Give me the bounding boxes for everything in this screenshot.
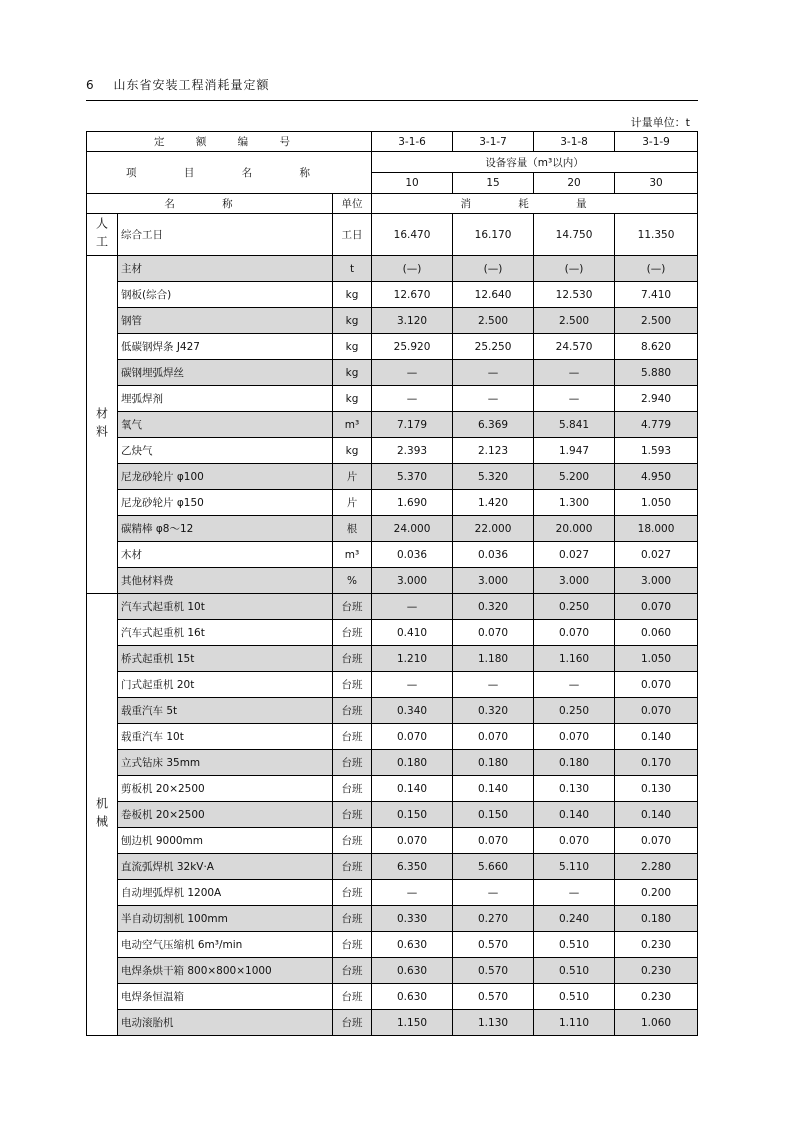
page-header: [86, 76, 269, 93]
consumption-value: 0.140: [372, 776, 453, 802]
consumption-value: 5.320: [453, 464, 534, 490]
item-unit: kg: [333, 308, 372, 334]
item-name: 立式钻床 35mm: [118, 750, 333, 776]
consumption-value: 6.369: [453, 412, 534, 438]
consumption-value: (—): [615, 256, 698, 282]
consumption-value: 25.250: [453, 334, 534, 360]
consumption-value: 11.350: [615, 214, 698, 256]
table-row: [87, 412, 698, 438]
table-row: [87, 308, 698, 334]
consumption-value: (—): [453, 256, 534, 282]
consumption-value: 24.000: [372, 516, 453, 542]
consumption-value: 22.000: [453, 516, 534, 542]
consumption-value: 6.350: [372, 854, 453, 880]
item-name: 其他材料费: [118, 568, 333, 594]
consumption-value: 0.180: [453, 750, 534, 776]
consumption-value: 1.150: [372, 1010, 453, 1036]
consumption-value: 1.420: [453, 490, 534, 516]
table-row: [87, 906, 698, 932]
consumption-value: 12.640: [453, 282, 534, 308]
quota-code: 3-1-8: [534, 132, 615, 152]
consumption-value: 3.000: [453, 568, 534, 594]
item-name: 载重汽车 5t: [118, 698, 333, 724]
consumption-value: 1.947: [534, 438, 615, 464]
book-title: 山东省安装工程消耗量定额: [113, 78, 270, 92]
item-unit: m³: [333, 412, 372, 438]
item-name: 钢板(综合): [118, 282, 333, 308]
consumption-value: 0.140: [453, 776, 534, 802]
consumption-value: 0.340: [372, 698, 453, 724]
item-unit: 台班: [333, 854, 372, 880]
item-unit: 台班: [333, 1010, 372, 1036]
item-unit: 台班: [333, 672, 372, 698]
table-row: [87, 672, 698, 698]
consumption-value: —: [534, 880, 615, 906]
consumption-value: 0.410: [372, 620, 453, 646]
consumption-value: 12.530: [534, 282, 615, 308]
consumption-value: 12.670: [372, 282, 453, 308]
item-name: 桥式起重机 15t: [118, 646, 333, 672]
item-name: 汽车式起重机 10t: [118, 594, 333, 620]
item-unit: m³: [333, 542, 372, 568]
item-unit: t: [333, 256, 372, 282]
item-unit: kg: [333, 360, 372, 386]
consumption-value: 7.410: [615, 282, 698, 308]
consumption-value: 0.060: [615, 620, 698, 646]
table-row: [87, 724, 698, 750]
consumption-value: 20.000: [534, 516, 615, 542]
quota-code: 3-1-7: [453, 132, 534, 152]
table-row: [87, 256, 698, 282]
consumption-value: 1.300: [534, 490, 615, 516]
item-name: 半自动切割机 100mm: [118, 906, 333, 932]
item-unit: 台班: [333, 776, 372, 802]
consumption-value: 2.393: [372, 438, 453, 464]
consumption-value: 25.920: [372, 334, 453, 360]
consumption-value: 0.070: [615, 672, 698, 698]
consumption-value: —: [453, 880, 534, 906]
consumption-value: 0.150: [372, 802, 453, 828]
consumption-value: 0.230: [615, 958, 698, 984]
consumption-value: 0.180: [615, 906, 698, 932]
item-unit: 台班: [333, 620, 372, 646]
table-row: [87, 490, 698, 516]
item-unit: 台班: [333, 750, 372, 776]
consumption-value: (—): [534, 256, 615, 282]
table-row: [87, 620, 698, 646]
consumption-value: 5.660: [453, 854, 534, 880]
consumption-value: 0.130: [615, 776, 698, 802]
consumption-value: 0.070: [534, 724, 615, 750]
capacity-value: 30: [615, 173, 698, 194]
consumption-value: 0.170: [615, 750, 698, 776]
consumption-value: 0.200: [615, 880, 698, 906]
consumption-value: 16.170: [453, 214, 534, 256]
item-name: 氧气: [118, 412, 333, 438]
item-name: 自动埋弧焊机 1200A: [118, 880, 333, 906]
item-unit: %: [333, 568, 372, 594]
consumption-value: 2.280: [615, 854, 698, 880]
consumption-value: 0.630: [372, 958, 453, 984]
item-name: 刨边机 9000mm: [118, 828, 333, 854]
capacity-value: 20: [534, 173, 615, 194]
item-name: 埋弧焊剂: [118, 386, 333, 412]
consumption-value: 1.110: [534, 1010, 615, 1036]
item-name: 钢管: [118, 308, 333, 334]
consumption-value: 0.320: [453, 594, 534, 620]
consumption-value: 5.841: [534, 412, 615, 438]
consumption-value: 16.470: [372, 214, 453, 256]
consumption-value: —: [372, 880, 453, 906]
item-unit: 台班: [333, 724, 372, 750]
consumption-value: 5.200: [534, 464, 615, 490]
item-unit: 台班: [333, 880, 372, 906]
consumption-value: —: [453, 386, 534, 412]
consumption-value: —: [534, 360, 615, 386]
item-unit: 台班: [333, 802, 372, 828]
consumption-value: 2.123: [453, 438, 534, 464]
item-name: 综合工日: [118, 214, 333, 256]
item-name: 乙炔气: [118, 438, 333, 464]
consumption-value: —: [372, 594, 453, 620]
item-name: 低碳钢焊条 J427: [118, 334, 333, 360]
category-label: 材料: [87, 256, 118, 594]
item-name: 电动滚胎机: [118, 1010, 333, 1036]
quota-code: 3-1-6: [372, 132, 453, 152]
table-row: [87, 360, 698, 386]
consumption-value: 0.130: [534, 776, 615, 802]
consumption-value: 0.070: [615, 698, 698, 724]
category-label: 机械: [87, 594, 118, 1036]
consumption-value: 2.500: [453, 308, 534, 334]
consumption-value: 1.180: [453, 646, 534, 672]
consumption-value: 1.690: [372, 490, 453, 516]
column-header-row: [87, 194, 698, 214]
item-unit: 台班: [333, 984, 372, 1010]
consumption-value: 3.000: [372, 568, 453, 594]
consumption-value: 0.140: [534, 802, 615, 828]
consumption-value: 0.140: [615, 802, 698, 828]
item-name: 卷板机 20×2500: [118, 802, 333, 828]
quota-code: 3-1-9: [615, 132, 698, 152]
consumption-value: 7.179: [372, 412, 453, 438]
consumption-value: 2.500: [534, 308, 615, 334]
consumption-value: 14.750: [534, 214, 615, 256]
consumption-value: 1.060: [615, 1010, 698, 1036]
consumption-value: 0.270: [453, 906, 534, 932]
item-name: 电动空气压缩机 6m³/min: [118, 932, 333, 958]
consumption-value: 0.140: [615, 724, 698, 750]
item-name: 直流弧焊机 32kV·A: [118, 854, 333, 880]
header-rule: [86, 100, 698, 101]
consumption-value: 3.120: [372, 308, 453, 334]
page-number: 6: [86, 78, 95, 92]
item-name: 剪板机 20×2500: [118, 776, 333, 802]
item-unit: 台班: [333, 646, 372, 672]
table-row: [87, 438, 698, 464]
consumption-value: 1.210: [372, 646, 453, 672]
table-row: [87, 214, 698, 256]
consumption-value: —: [372, 360, 453, 386]
consumption-value: 1.050: [615, 646, 698, 672]
consumption-value: 0.027: [615, 542, 698, 568]
table-row: [87, 568, 698, 594]
item-name: 碳钢埋弧焊丝: [118, 360, 333, 386]
item-unit: 根: [333, 516, 372, 542]
table-row: [87, 464, 698, 490]
consumption-value: —: [372, 672, 453, 698]
consumption-value: 0.070: [453, 620, 534, 646]
consumption-value: 5.370: [372, 464, 453, 490]
quota-code-row: [87, 132, 698, 152]
consumption-value: 4.779: [615, 412, 698, 438]
table-row: [87, 386, 698, 412]
consumption-value: 0.250: [534, 594, 615, 620]
item-unit: 台班: [333, 932, 372, 958]
consumption-value: 0.070: [453, 724, 534, 750]
consumption-value: 5.880: [615, 360, 698, 386]
consumption-value: 8.620: [615, 334, 698, 360]
item-unit: kg: [333, 386, 372, 412]
consumption-value: —: [453, 672, 534, 698]
consumption-value: 0.180: [534, 750, 615, 776]
unit-label: 单位: [333, 194, 372, 214]
item-unit: 台班: [333, 828, 372, 854]
consumption-value: 0.510: [534, 958, 615, 984]
quota-table: [86, 131, 698, 1036]
consumption-label: 消 耗 量: [372, 194, 698, 214]
consumption-value: 0.570: [453, 932, 534, 958]
table-row: [87, 698, 698, 724]
consumption-value: 0.570: [453, 958, 534, 984]
item-unit: kg: [333, 282, 372, 308]
consumption-value: 0.070: [615, 828, 698, 854]
consumption-value: —: [453, 360, 534, 386]
consumption-value: 0.630: [372, 984, 453, 1010]
consumption-value: —: [372, 386, 453, 412]
consumption-value: 0.570: [453, 984, 534, 1010]
consumption-value: 0.070: [372, 724, 453, 750]
table-row: [87, 984, 698, 1010]
item-name: 尼龙砂轮片 φ100: [118, 464, 333, 490]
consumption-value: (—): [372, 256, 453, 282]
consumption-value: 0.250: [534, 698, 615, 724]
capacity-value: 10: [372, 173, 453, 194]
item-name: 汽车式起重机 16t: [118, 620, 333, 646]
item-unit: 台班: [333, 958, 372, 984]
consumption-value: 3.000: [534, 568, 615, 594]
table-row: [87, 828, 698, 854]
table-row: [87, 516, 698, 542]
consumption-value: 0.036: [453, 542, 534, 568]
table-row: [87, 542, 698, 568]
table-row: [87, 880, 698, 906]
consumption-value: 4.950: [615, 464, 698, 490]
consumption-value: 24.570: [534, 334, 615, 360]
item-name: 电焊条恒温箱: [118, 984, 333, 1010]
capacity-value: 15: [453, 173, 534, 194]
item-unit: 台班: [333, 594, 372, 620]
table-row: [87, 802, 698, 828]
table-row: [87, 750, 698, 776]
consumption-value: —: [534, 386, 615, 412]
item-unit: 台班: [333, 698, 372, 724]
consumption-value: 0.230: [615, 932, 698, 958]
table-row: [87, 958, 698, 984]
consumption-value: 2.940: [615, 386, 698, 412]
consumption-value: 1.593: [615, 438, 698, 464]
consumption-value: 0.070: [372, 828, 453, 854]
consumption-value: 5.110: [534, 854, 615, 880]
table-row: [87, 594, 698, 620]
table-row: [87, 646, 698, 672]
capacity-label: 设备容量（m³以内）: [372, 152, 698, 173]
consumption-value: 1.130: [453, 1010, 534, 1036]
consumption-value: 0.036: [372, 542, 453, 568]
item-name: 主材: [118, 256, 333, 282]
category-label: 人工: [87, 214, 118, 256]
consumption-value: 0.510: [534, 932, 615, 958]
item-unit: 片: [333, 464, 372, 490]
capacity-header-row: [87, 152, 698, 173]
consumption-value: 0.070: [534, 828, 615, 854]
item-name: 木材: [118, 542, 333, 568]
item-label: 项 目 名 称: [87, 152, 372, 194]
consumption-value: 0.150: [453, 802, 534, 828]
item-name: 尼龙砂轮片 φ150: [118, 490, 333, 516]
table-row: [87, 932, 698, 958]
table-row: [87, 334, 698, 360]
item-name: 门式起重机 20t: [118, 672, 333, 698]
consumption-value: 1.050: [615, 490, 698, 516]
consumption-value: 0.027: [534, 542, 615, 568]
consumption-value: 0.510: [534, 984, 615, 1010]
item-unit: 工日: [333, 214, 372, 256]
consumption-value: 2.500: [615, 308, 698, 334]
table-row: [87, 776, 698, 802]
unit-note: 计量单位：t: [630, 116, 690, 129]
consumption-value: 1.160: [534, 646, 615, 672]
table-row: [87, 282, 698, 308]
item-unit: 台班: [333, 906, 372, 932]
consumption-value: 18.000: [615, 516, 698, 542]
consumption-value: 0.180: [372, 750, 453, 776]
table-row: [87, 854, 698, 880]
consumption-value: 0.230: [615, 984, 698, 1010]
consumption-value: 3.000: [615, 568, 698, 594]
item-unit: 片: [333, 490, 372, 516]
item-unit: kg: [333, 334, 372, 360]
consumption-value: 0.070: [615, 594, 698, 620]
item-name: 碳精棒 φ8～12: [118, 516, 333, 542]
item-name: 电焊条烘干箱 800×800×1000: [118, 958, 333, 984]
consumption-value: 0.070: [534, 620, 615, 646]
item-name: 载重汽车 10t: [118, 724, 333, 750]
consumption-value: —: [534, 672, 615, 698]
name-label: 名 称: [87, 194, 333, 214]
consumption-value: 0.240: [534, 906, 615, 932]
consumption-value: 0.630: [372, 932, 453, 958]
consumption-value: 0.070: [453, 828, 534, 854]
consumption-value: 0.320: [453, 698, 534, 724]
consumption-value: 0.330: [372, 906, 453, 932]
item-unit: kg: [333, 438, 372, 464]
quota-label: 定 额 编 号: [87, 132, 372, 152]
table-row: [87, 1010, 698, 1036]
